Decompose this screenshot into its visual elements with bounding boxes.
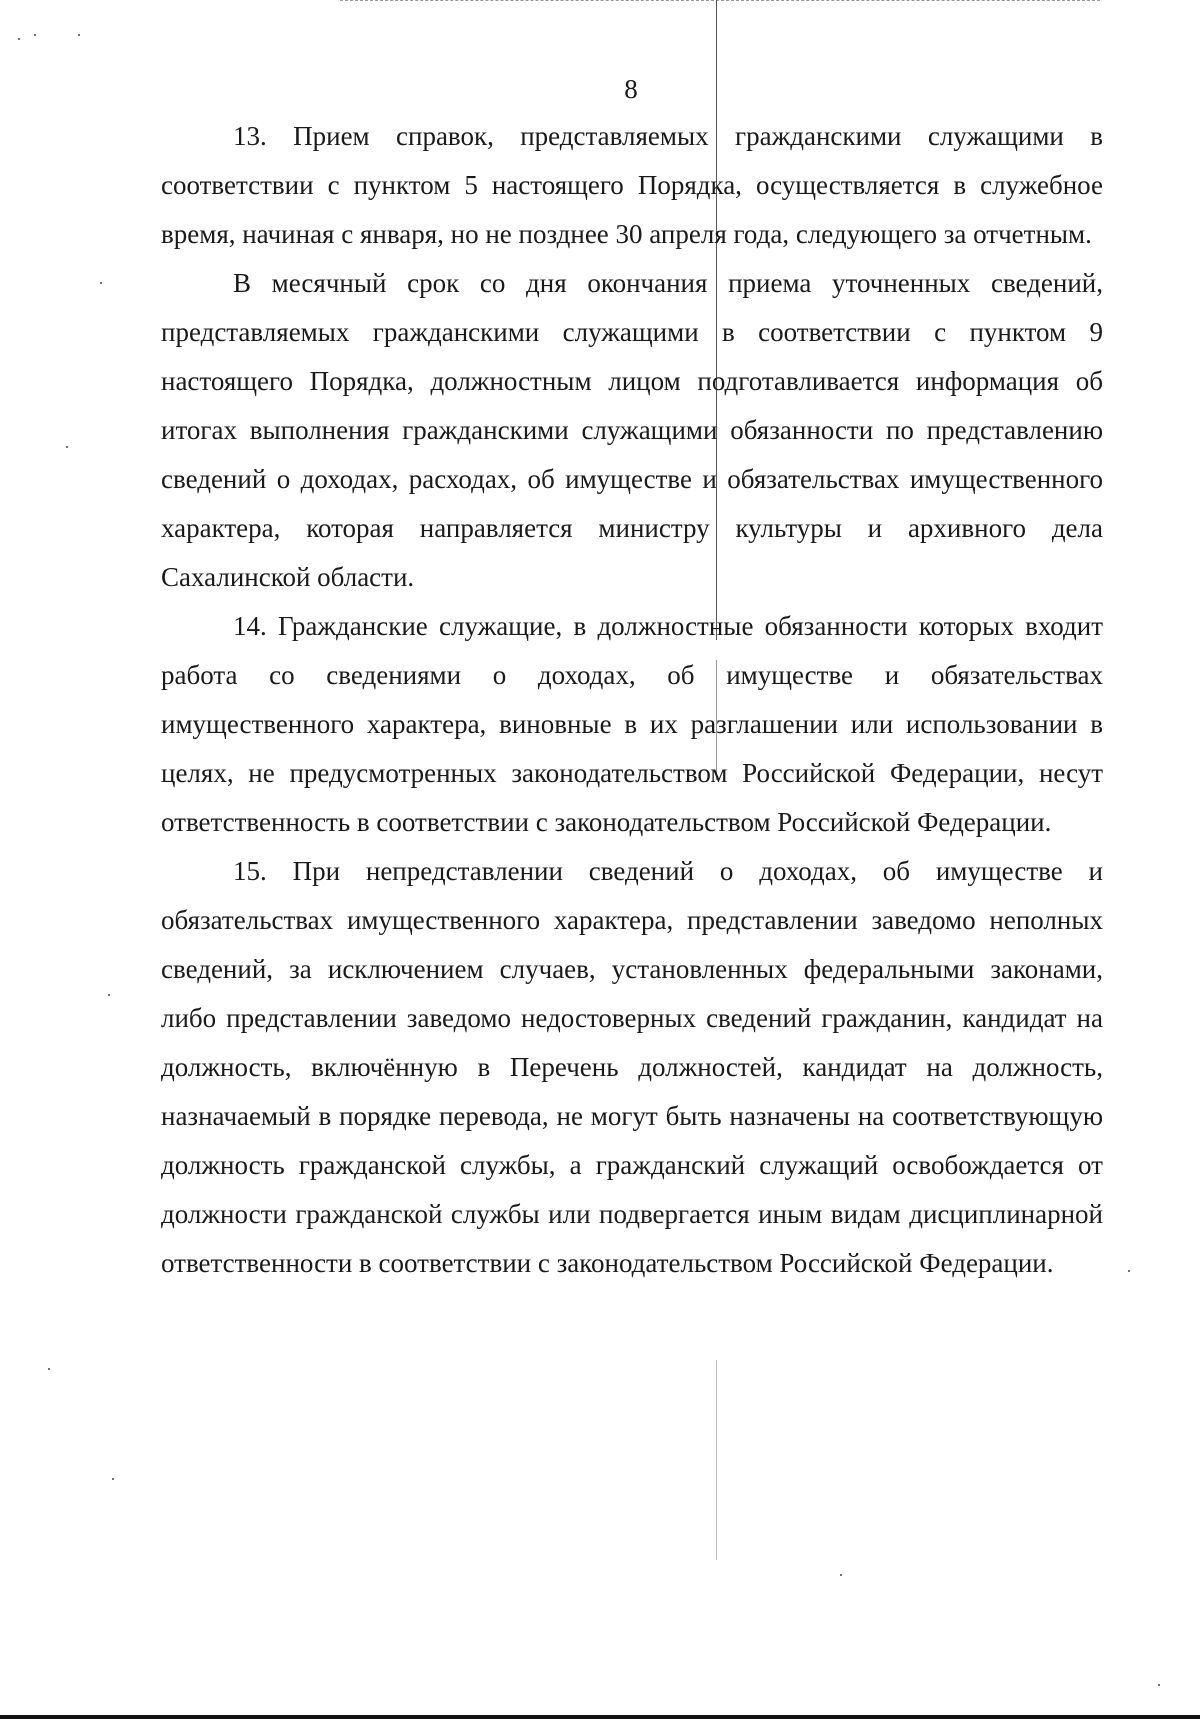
scan-speck bbox=[100, 282, 102, 284]
scan-speck bbox=[18, 38, 20, 40]
scan-speck bbox=[78, 34, 80, 36]
paragraph-13-continuation: В месячный срок со дня окончания приема уточненных сведений, представляемых гражданскими служащими в соответствии с пунктом 9 настоящего Порядка, должностным лицом подготавливается информация об итогах выполнения гражданскими служащими обязанности по представлению сведений о доходах, расходах, об имуществе и обязательствах имущественного характера, которая направляется министру культуры и архивного дела Сахалинской области. bbox=[161, 268, 1103, 592]
scan-speck bbox=[112, 1478, 114, 1480]
paragraph-15: 15. При непредставлении сведений о доходах, об имуществе и обязательствах имущественного характера, представлении заведомо неполных сведений, за исключением случаев, установленных федеральными законами, либо представлении заведомо недостоверных сведений гражданин, кандидат на должность, включённую в Перечень должностей, кандидат на должность, назначаемый в порядке перевода, не могут быть назначены на соответствующую должность гражданской службы, а гражданский служащий освобождается от должности гражданской службы или подвергается иным видам дисциплинарной ответственности в соответствии с законодательством Российской Федерации. bbox=[161, 856, 1103, 1278]
scan-fold-line-lower bbox=[716, 1360, 717, 1560]
scan-bottom-edge bbox=[0, 1715, 1200, 1719]
scan-speck bbox=[1128, 1270, 1130, 1272]
scan-speck bbox=[48, 1368, 50, 1370]
scan-speck bbox=[840, 1574, 842, 1576]
scan-speck bbox=[34, 34, 36, 36]
document-body bbox=[161, 112, 1103, 1288]
scan-speck bbox=[66, 446, 68, 448]
page-number: 8 bbox=[624, 74, 638, 104]
scan-speck bbox=[1158, 1684, 1160, 1686]
paragraph-13: 13. Прием справок, представляемых гражданскими служащими в соответствии с пунктом 5 настоящего Порядка, осуществляется в служебное время, начиная с января, но не позднее 30 апреля года, следующего за отчетным. bbox=[161, 121, 1103, 249]
scan-speck bbox=[108, 994, 110, 996]
scan-top-edge bbox=[340, 0, 1100, 2]
paragraph-14: 14. Гражданские служащие, в должностные обязанности которых входит работа со сведениями о доходах, об имуществе и обязательствах имущественного характера, виновные в их разглашении или использовании в целях, не предусмотренных законодательством Российской Федерации, несут ответственность в соответствии с законодательством Российской Федерации. bbox=[161, 611, 1103, 837]
